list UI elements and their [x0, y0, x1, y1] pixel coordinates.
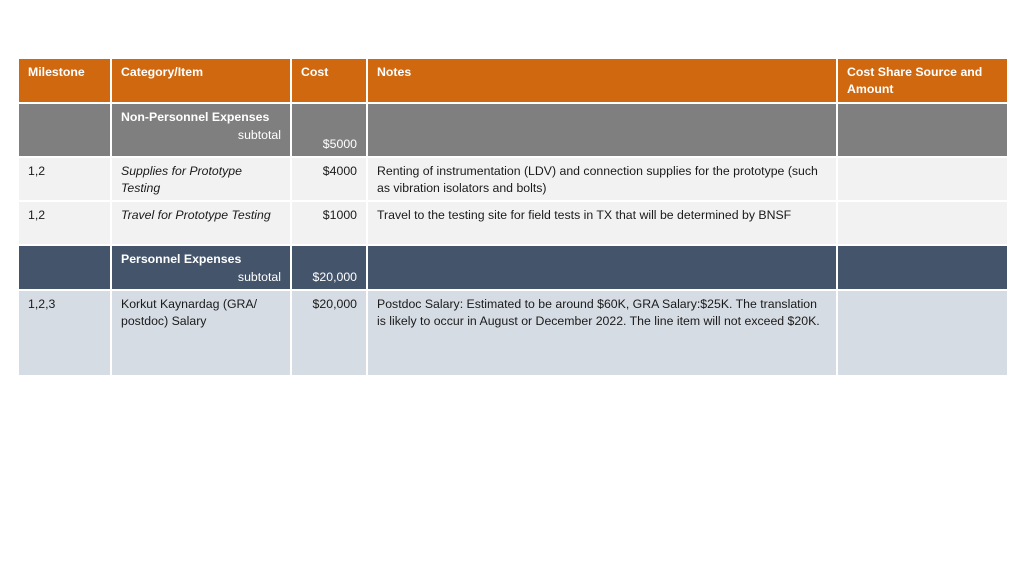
row-milestone: 1,2,3 — [18, 290, 111, 376]
row-item: Korkut Kaynardag (GRA/ postdoc) Salary — [111, 290, 291, 376]
row-item: Travel for Prototype Testing — [111, 201, 291, 245]
table-row — [18, 201, 1008, 245]
group-milestone-cell — [18, 103, 111, 157]
header-cost: Cost — [291, 58, 367, 103]
subtotal-value: $20,000 — [291, 245, 367, 290]
header-milestone: Milestone — [18, 58, 111, 103]
group-cost-share-cell — [837, 103, 1008, 157]
row-item: Supplies for Prototype Testing — [111, 157, 291, 201]
header-category-item: Category/Item — [111, 58, 291, 103]
row-cost: $20,000 — [291, 290, 367, 376]
subtotal-label: subtotal — [237, 127, 281, 142]
group-title: Personnel Expenses — [121, 252, 242, 266]
group-title-cell — [111, 103, 291, 157]
group-notes-cell — [367, 245, 837, 290]
subtotal-label: subtotal — [237, 269, 281, 284]
table-header-row — [18, 58, 1008, 103]
table-row — [18, 157, 1008, 201]
budget-table — [17, 57, 1009, 377]
row-milestone: 1,2 — [18, 157, 111, 201]
row-notes: Travel to the testing site for field tests in TX that will be determined by BNSF — [367, 201, 837, 245]
row-notes: Postdoc Salary: Estimated to be around $60K, GRA Salary:$25K. The translation is likely to occur in August or December 2022. The line item will not exceed $20K. — [367, 290, 837, 376]
group-row-non-personnel — [18, 103, 1008, 157]
table-row — [18, 290, 1008, 376]
row-cost: $1000 — [291, 201, 367, 245]
row-cost-share — [837, 157, 1008, 201]
group-milestone-cell — [18, 245, 111, 290]
group-title: Non-Personnel Expenses — [121, 110, 270, 124]
group-row-personnel — [18, 245, 1008, 290]
row-notes: Renting of instrumentation (LDV) and connection supplies for the prototype (such as vibration isolators and bolts) — [367, 157, 837, 201]
row-milestone: 1,2 — [18, 201, 111, 245]
group-title-cell — [111, 245, 291, 290]
row-cost-share — [837, 201, 1008, 245]
subtotal-value: $5000 — [291, 103, 367, 157]
header-notes: Notes — [367, 58, 837, 103]
group-cost-share-cell — [837, 245, 1008, 290]
group-notes-cell — [367, 103, 837, 157]
row-cost-share — [837, 290, 1008, 376]
header-cost-share: Cost Share Source and Amount — [837, 58, 1008, 103]
row-cost: $4000 — [291, 157, 367, 201]
